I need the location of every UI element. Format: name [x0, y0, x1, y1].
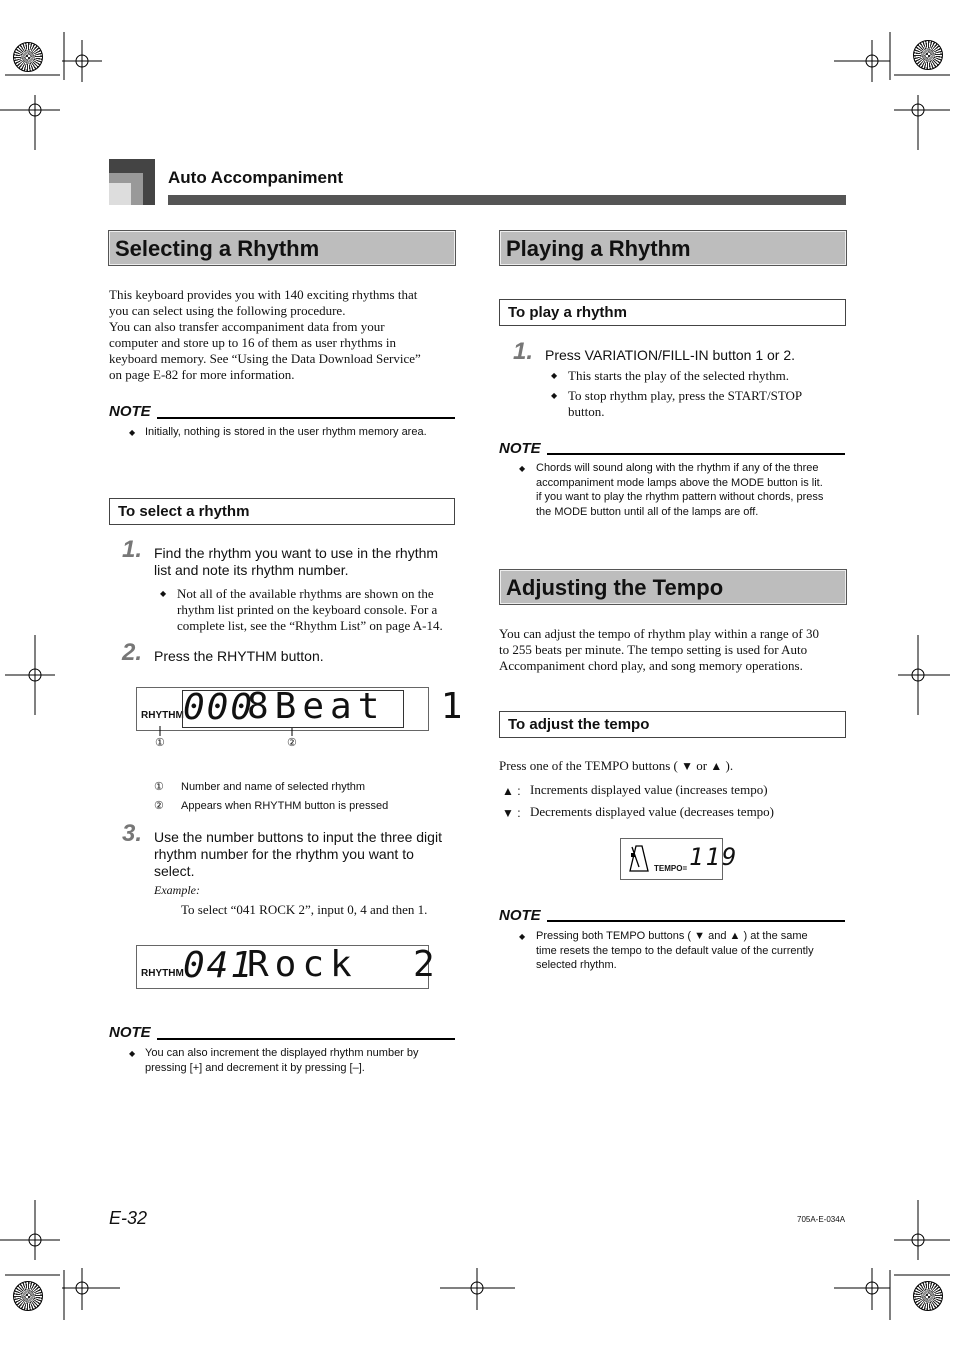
page-number: E-32 — [109, 1208, 148, 1228]
section-title-playing-rhythm: Playing a Rhythm — [499, 230, 847, 266]
up-triangle-icon: ▲ — [729, 930, 741, 942]
subsection-title-adjust-tempo: To adjust the tempo — [499, 711, 846, 738]
step-text: Press the RHYTHM button. — [154, 648, 324, 664]
section-title-adjusting-tempo: Adjusting the Tempo — [499, 569, 847, 605]
step-bullet-text: Not all of the available rhythms are shown on the rhythm list printed on the keyboard console. For a complete list, see the “Rhythm List” on page A-14. — [177, 586, 443, 633]
lcd-display-tempo — [620, 838, 739, 880]
step-number: 3. — [122, 820, 143, 847]
subsection-title-play-rhythm: To play a rhythm — [499, 299, 846, 326]
metronome-icon — [625, 843, 651, 873]
intro-paragraph: This keyboard provides you with 140 exciting rhythms that you can select using the following procedure. You can also transfer accompaniment data from your computer and store up to 16 of them as user rhythms in keyboard memory. See “Using the Data Download Service” on page E-82 for more information. — [109, 287, 421, 382]
lcd-rhythm-name: 8Beat 1 — [247, 686, 469, 727]
note-rule — [547, 920, 845, 922]
subsection-title-select-rhythm: To select a rhythm — [109, 498, 455, 525]
header-tab-graphic — [109, 159, 155, 205]
callout-2: ② — [287, 737, 297, 749]
section-title-selecting-rhythm: Selecting a Rhythm — [108, 230, 456, 266]
note-rule — [157, 1038, 455, 1040]
down-triangle-icon: ▼ — [694, 930, 706, 942]
note-rule — [547, 453, 845, 455]
callout-lines — [150, 726, 310, 752]
step-number: 2. — [122, 639, 143, 666]
tempo-instruction: Press one of the TEMPO buttons ( ▼ or ▲ ). — [499, 758, 734, 773]
document-code: 705A-E-034A — [797, 1215, 846, 1224]
bullet-icon: ◆ — [129, 428, 136, 437]
legend-mark: ② — [154, 800, 164, 812]
up-triangle-icon: ▲ : — [502, 784, 521, 798]
step-text: Find the rhythm you want to use in the rhythm list and note its rhythm number. — [154, 545, 439, 578]
lcd-rhythm-number: 041 — [183, 945, 255, 986]
step-number: 1. — [513, 338, 534, 365]
bullet-icon: ◆ — [129, 1049, 136, 1058]
legend-text: Number and name of selected rhythm — [181, 781, 366, 793]
tempo-intro-paragraph: You can adjust the tempo of rhythm play within a range of 30 to 255 beats per minute. The tempo setting is used for Auto Accompaniment chord play, and song memory operations. — [499, 626, 820, 673]
lcd-rhythm-number: 000 — [183, 687, 255, 728]
legend-mark: ① — [154, 781, 164, 793]
example-label: Example: — [154, 883, 200, 897]
step-bullet-text: This starts the play of the selected rhythm. — [568, 368, 789, 383]
decrement-description: Decrements displayed value (decreases tempo) — [530, 804, 775, 819]
bullet-icon: ◆ — [160, 589, 167, 598]
increment-description: Increments displayed value (increases tempo) — [530, 782, 768, 797]
bullet-icon: ◆ — [551, 371, 558, 380]
bullet-icon: ◆ — [551, 391, 558, 400]
header-rule — [168, 195, 846, 205]
note-text: You can also increment the displayed rhythm number by pressing [+] and decrement it by pressing [–]. — [145, 1047, 419, 1074]
legend-text: Appears when RHYTHM button is pressed — [181, 800, 389, 812]
down-triangle-icon: ▼ : — [502, 806, 521, 820]
note-text: Chords will sound along with the rhythm if any of the three accompaniment mode lamps above the MODE button is lit. if you want to play the rhythm pattern without chords, press the MODE button until all of the lamps are off. — [536, 462, 824, 518]
note-label: NOTE — [499, 907, 541, 924]
lcd-tempo-indicator: TEMPO= — [654, 864, 688, 873]
step-number: 1. — [122, 536, 143, 563]
note-text: Pressing both TEMPO buttons ( ▼ and ▲ ) at the same time resets the tempo to the default value of the currently selected rhythm. — [536, 930, 814, 971]
lcd-display-rhythm — [136, 686, 469, 731]
note-label: NOTE — [109, 403, 151, 420]
lcd-rhythm-indicator: RHYTHM — [141, 968, 184, 979]
bullet-icon: ◆ — [519, 464, 526, 473]
step-text: Press VARIATION/FILL-IN button 1 or 2. — [545, 347, 796, 363]
note-text: Initially, nothing is stored in the user rhythm memory area. — [145, 426, 427, 438]
bullet-icon: ◆ — [519, 932, 526, 941]
note-label: NOTE — [109, 1024, 151, 1041]
note-label: NOTE — [499, 440, 541, 457]
note-rule — [157, 417, 455, 419]
up-triangle-icon: ▲ — [710, 759, 723, 773]
example-text: To select “041 ROCK 2”, input 0, 4 and then 1. — [181, 902, 428, 917]
chapter-title: Auto Accompaniment — [168, 168, 344, 187]
down-triangle-icon: ▼ — [681, 759, 694, 773]
callout-1: ① — [155, 737, 165, 749]
step-text: Use the number buttons to input the three digit rhythm number for the rhythm you want to select. — [154, 829, 442, 879]
lcd-rhythm-indicator: RHYTHM — [141, 710, 184, 721]
lcd-rhythm-name: Rock 2 — [247, 944, 441, 985]
lcd-tempo-value: 119 — [689, 843, 739, 871]
lcd-display-rhythm — [136, 944, 441, 989]
step-bullet-text: To stop rhythm play, press the START/STOP button. — [568, 388, 803, 419]
